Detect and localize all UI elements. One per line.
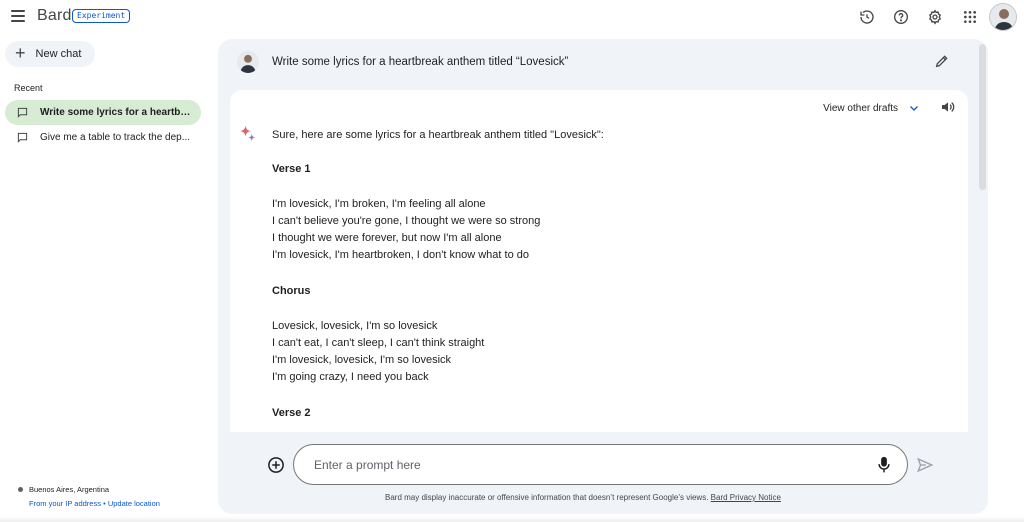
prompt-input[interactable] [314,455,854,475]
location-source-link[interactable]: From your IP address [29,499,101,508]
sidebar [0,34,212,522]
response-intro: Sure, here are some lyrics for a heartbreak anthem titled "Lovesick": [272,129,604,141]
top-bar [0,0,1024,34]
add-image-icon[interactable] [267,456,285,474]
account-avatar[interactable] [989,3,1017,31]
settings-icon[interactable] [925,7,945,27]
experiment-badge: Experiment [72,9,130,23]
disclaimer [385,493,781,502]
bard-sparkle-icon [238,124,258,144]
speaker-icon[interactable] [940,99,958,117]
lyrics-section [272,284,932,386]
scrollbar-thumb[interactable] [979,44,986,190]
user-avatar [237,51,259,73]
conversation-panel [218,39,988,514]
bard-response [230,90,968,432]
section-title: Verse 2 [272,407,311,419]
lyric-line: I can't believe you're gone, I thought we were so strong [272,215,541,227]
sidebar-chat-label: Write some lyrics for a heartbr... [40,107,192,118]
lyric-line: I'm lovesick, lovesick, I'm so lovesick [272,354,452,366]
history-icon[interactable] [857,7,877,27]
section-title: Verse 1 [272,163,311,175]
chat-bubble-icon [17,107,28,118]
plus-icon: + [15,43,26,63]
user-query [218,39,978,85]
user-query-text: Write some lyrics for a heartbreak anthem titled “Lovesick” [272,56,569,68]
help-icon[interactable] [891,7,911,27]
sidebar-chat-label: Give me a table to track the dep... [40,132,191,143]
view-other-drafts-button[interactable] [823,102,920,114]
lyric-line: I thought we were forever, but now I'm all alone [272,232,502,244]
lyrics-section [272,162,932,264]
lyric-line: Lovesick, lovesick, I'm so lovesick [272,320,438,332]
update-location-link[interactable]: Update location [107,499,160,508]
location-dot-icon [18,487,23,492]
chat-bubble-icon [17,132,28,143]
section-title: Chorus [272,285,311,297]
recent-heading: Recent [14,83,43,93]
response-body [272,128,932,420]
sidebar-chat-item[interactable] [5,100,201,125]
chevron-down-icon [908,102,920,114]
edit-pencil-icon[interactable] [934,53,952,71]
microphone-icon[interactable] [877,456,893,474]
lyric-line: I'm lovesick, I'm broken, I'm feeling all alone [272,198,486,210]
new-chat-button[interactable] [5,41,95,67]
prompt-box [293,444,908,485]
sidebar-chat-item[interactable] [5,125,201,150]
lyric-line: I can't eat, I can't sleep, I can't think straight [272,337,485,349]
location-place: Buenos Aires, Argentina [29,485,110,494]
send-icon[interactable] [916,456,934,474]
app-logo: Bard [37,7,72,24]
disclaimer-text: Bard may display inaccurate or offensive information that doesn’t represent Google’s views. [385,493,709,502]
lyric-line: I'm going crazy, I need you back [272,371,429,383]
location-info [18,485,160,508]
menu-icon[interactable] [11,10,25,22]
location-separator: • [103,499,106,508]
bottom-divider [0,516,1024,522]
lyric-line: I'm lovesick, I'm heartbroken, I don't know what to do [272,249,529,261]
lyrics-section [272,406,932,420]
apps-grid-icon[interactable] [960,7,980,27]
privacy-notice-link[interactable]: Bard Privacy Notice [710,493,781,502]
drafts-label: View other drafts [823,102,898,114]
new-chat-label: New chat [35,48,82,60]
